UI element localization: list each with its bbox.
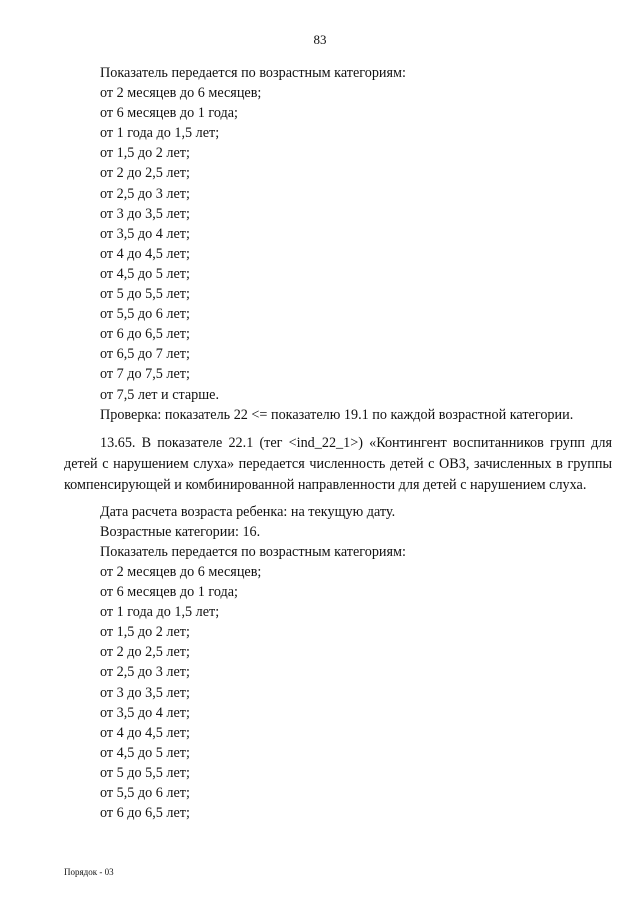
age-category-item: от 7,5 лет и старше.: [100, 386, 220, 403]
age-category-item: от 6 до 6,5 лет;: [100, 805, 190, 822]
footer-label: Порядок - 03: [64, 867, 114, 877]
age-category-item: от 3 до 3,5 лет;: [100, 205, 190, 222]
age-category-item: от 2 месяцев до 6 месяцев;: [100, 85, 262, 102]
age-category-item: от 1,5 до 2 лет;: [100, 145, 190, 162]
block1-check: Проверка: показатель 22 <= показателю 19.1 по каждой возрастной категории.: [100, 406, 574, 423]
age-category-item: от 4 до 4,5 лет;: [100, 724, 190, 741]
block1-age-list: [64, 83, 612, 405]
age-category-item: от 5,5 до 6 лет;: [100, 785, 190, 801]
age-category-item: от 5 до 5,5 лет;: [100, 286, 190, 303]
section-13-65: 13.65. В показателе 22.1 (тег <ind_22_1>) «Контингент воспитанников групп для детей с нарушением слуха» передается численность детей с ОВЗ, зачисленных в группы компенсирующей и комбинированной направленности для детей с нарушением слуха.: [64, 434, 612, 493]
age-category-item: от 6 до 6,5 лет;: [100, 326, 190, 343]
age-category-item: от 2,5 до 3 лет;: [100, 664, 190, 681]
age-category-item: от 3,5 до 4 лет;: [100, 704, 190, 721]
age-category-item: от 1 года до 1,5 лет;: [100, 125, 220, 142]
block2-age-list: [64, 562, 612, 823]
age-category-item: от 4 до 4,5 лет;: [100, 245, 190, 262]
age-category-item: от 6 месяцев до 1 года;: [100, 105, 238, 122]
page-number: 83: [313, 32, 327, 47]
age-category-item: от 6 месяцев до 1 года;: [100, 584, 238, 601]
age-categories-count: Возрастные категории: 16.: [100, 523, 261, 540]
age-category-item: от 2 до 2,5 лет;: [100, 644, 190, 661]
age-category-item: от 4,5 до 5 лет;: [100, 265, 190, 282]
age-category-item: от 1 года до 1,5 лет;: [100, 604, 220, 621]
age-category-item: от 4,5 до 5 лет;: [100, 744, 190, 761]
age-category-item: от 2 месяцев до 6 месяцев;: [100, 563, 262, 580]
age-category-item: от 6,5 до 7 лет;: [100, 346, 190, 363]
age-category-item: от 3,5 до 4 лет;: [100, 225, 190, 242]
age-category-item: от 3 до 3,5 лет;: [100, 684, 190, 701]
age-category-item: от 2 до 2,5 лет;: [100, 165, 190, 182]
age-category-item: от 7 до 7,5 лет;: [100, 366, 190, 383]
age-category-item: от 5 до 5,5 лет;: [100, 764, 190, 781]
age-category-item: от 1,5 до 2 лет;: [100, 624, 190, 641]
page-content: [64, 63, 612, 823]
age-category-item: от 2,5 до 3 лет;: [100, 185, 190, 202]
block1-intro: Показатель передается по возрастным категориям:: [100, 65, 406, 81]
calc-date: Дата расчета возраста ребенка: на текущую дату.: [100, 503, 396, 520]
block2-intro: Показатель передается по возрастным категориям:: [100, 543, 406, 560]
age-category-item: от 5,5 до 6 лет;: [100, 306, 190, 323]
